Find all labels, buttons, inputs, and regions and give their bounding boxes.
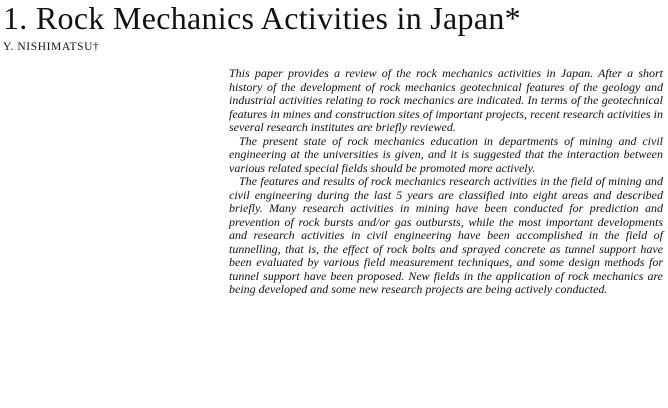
abstract — [229, 67, 663, 297]
paper-title: 1. Rock Mechanics Activities in Japan* — [3, 0, 521, 36]
abstract-paragraph-3: The features and results of rock mechanics research activities in the field of mining and civil engineering during the last 5 years are classified into eight areas and described briefly. Many research activities in mining have been conducted for prediction and prevention of rock bursts and/or gas outbursts, while the most important developments and research activities in civil engineering have been accomplished in the field of tunnelling, that is, the effect of rock bolts and sprayed concrete as tunnel support have been evaluated by various field measurement techniques, and some design methods for tunnel support have been proposed. New fields in the application of rock mechanics are being developed and some new research projects are being actively conducted. — [229, 174, 663, 296]
abstract-paragraph-2: The present state of rock mechanics education in departments of mining and civil engineering at the universities is given, and it is suggested that the interaction between various related special fields should be promoted more actively. — [229, 133, 663, 175]
abstract-paragraph-1: This paper provides a review of the rock mechanics activities in Japan. After a short history of the development of rock mechanics geotechnical features of the geology and industrial activities relating to rock mechanics are indicated. In terms of the geotechnical features in mines and construction sites of important projects, recent research activities in several research institutes are briefly reviewed. — [229, 66, 663, 134]
author-name: Y. NISHIMATSU† — [3, 41, 100, 53]
